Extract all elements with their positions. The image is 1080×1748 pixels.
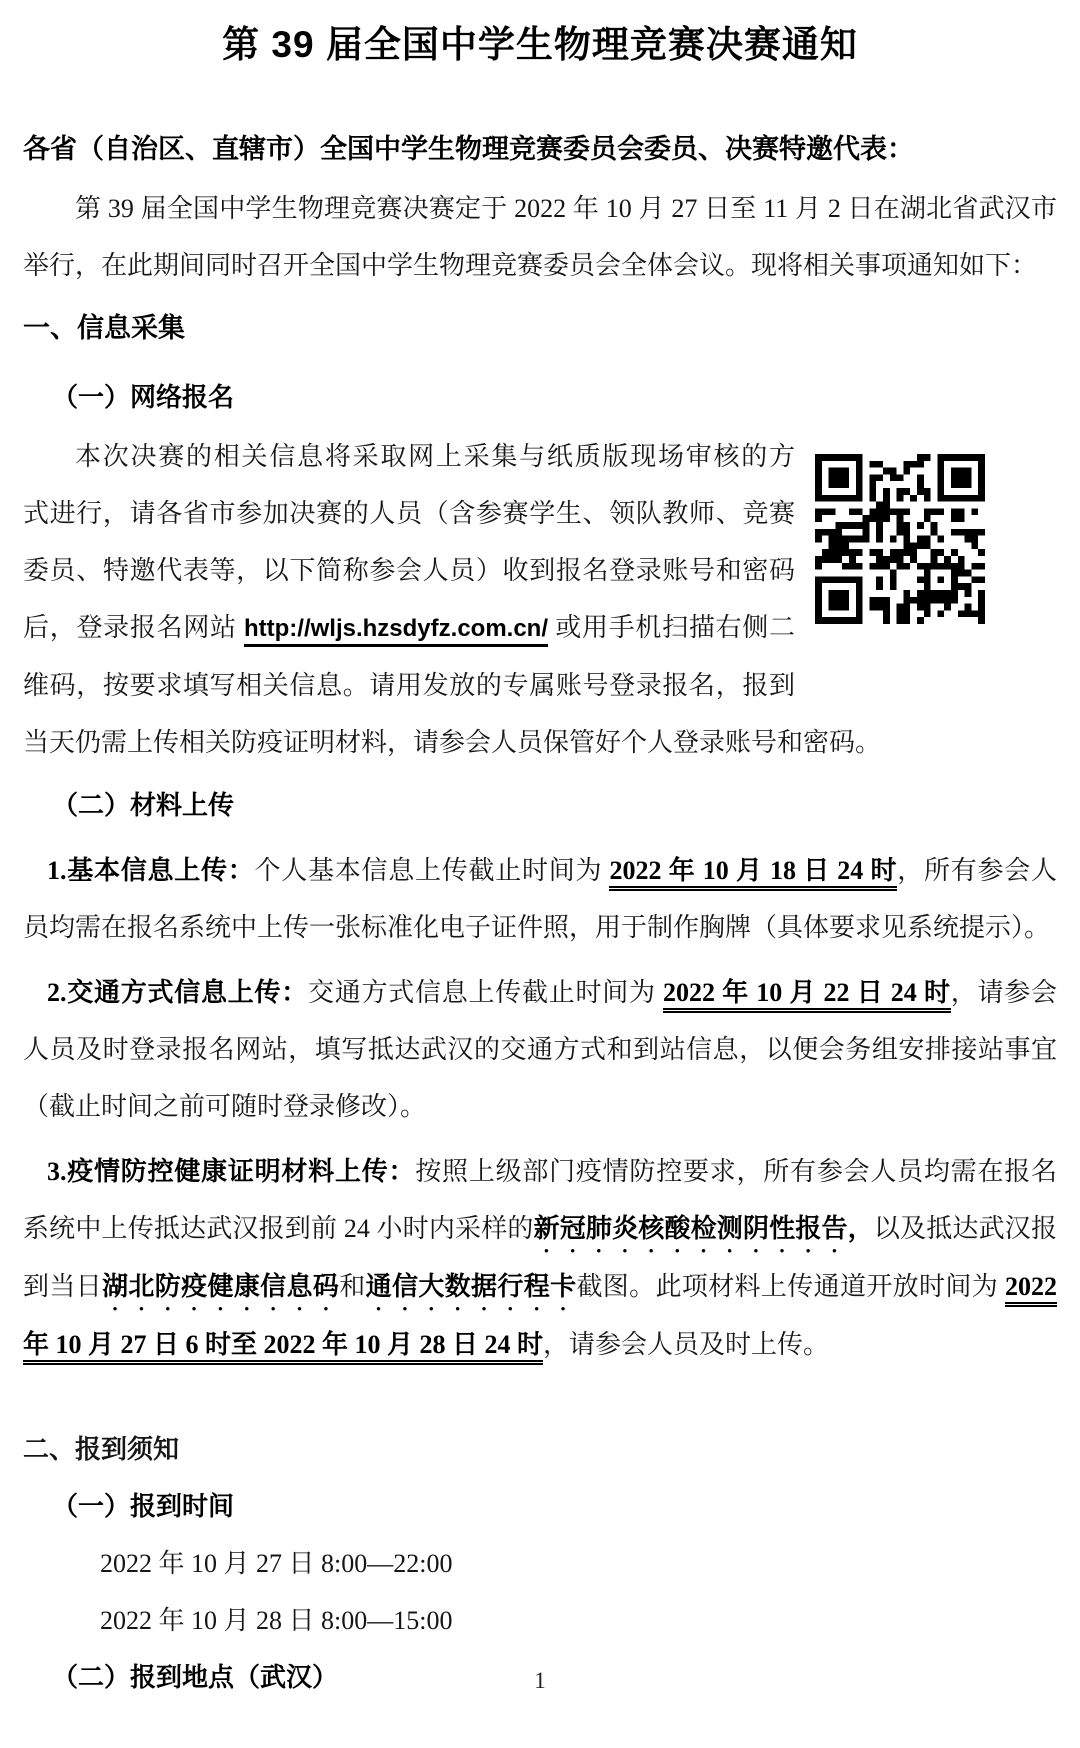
text-line bbox=[23, 599, 795, 657]
text-line bbox=[23, 1078, 1057, 1135]
text-run: （截止时间之前可随时登录修改）。 bbox=[23, 1092, 427, 1121]
text-run: 截图。此项材料上传通道开放时间为 bbox=[576, 1272, 1005, 1301]
heading-text: 一、信息采集 bbox=[23, 313, 185, 343]
text-run: 第 39 届全国中学生物理竞赛决赛定于 2022 年 10 月 27 日至 11 月 2 日在湖北省武汉市 bbox=[75, 194, 1057, 223]
para bbox=[23, 964, 1057, 1135]
registration-url[interactable]: http://wljs.hzsdyfz.com.cn/ bbox=[244, 615, 548, 647]
text-run: 按照上级部门疫情防控要求，所有参会人员均需在报名 bbox=[415, 1157, 1057, 1186]
qr-code bbox=[815, 454, 985, 624]
text-line bbox=[23, 428, 795, 485]
bold-label: 3.疫情防控健康证明材料上传： bbox=[47, 1157, 416, 1186]
text-line bbox=[23, 842, 1057, 899]
text-line bbox=[23, 237, 1057, 294]
para bbox=[23, 842, 1057, 956]
heading-text: （二）报到地点（武汉） bbox=[52, 1662, 339, 1692]
text-run: 到当日 bbox=[23, 1272, 103, 1301]
text-line bbox=[23, 714, 1057, 771]
text-line bbox=[23, 777, 1057, 834]
para-narrow bbox=[23, 428, 1057, 771]
text-run: 以及抵达武汉报 bbox=[873, 1214, 1057, 1243]
text-run: 和 bbox=[339, 1272, 366, 1301]
text-line bbox=[23, 1592, 1057, 1649]
heading-text: 二、报到须知 bbox=[23, 1435, 180, 1464]
text-line bbox=[23, 657, 795, 714]
deadline-emphasis: 2022 年 10 月 18 日 24 时 bbox=[609, 856, 897, 891]
text-line bbox=[23, 1535, 1057, 1592]
text-run: ，请参会 bbox=[950, 978, 1057, 1007]
page-number: 1 bbox=[534, 1668, 546, 1693]
text-run: 当天仍需上传相关防疫证明材料，请参会人员保管好个人登录账号和密码。 bbox=[23, 728, 882, 757]
h2 bbox=[23, 777, 1057, 834]
text-line bbox=[23, 1421, 1057, 1478]
text-run: 维码，按要求填写相关信息。请用发放的专属账号登录报名，报到 bbox=[23, 671, 795, 700]
heading-text: （一）报到时间 bbox=[52, 1491, 235, 1521]
text-line bbox=[23, 180, 1057, 237]
dotted-emphasis: 湖北防疫健康信息码 bbox=[102, 1272, 340, 1301]
time bbox=[23, 1592, 1057, 1649]
text-line bbox=[23, 1478, 1057, 1535]
bold-label: ， bbox=[847, 1214, 874, 1243]
text-run: 后，登录报名网站 bbox=[23, 613, 244, 642]
text-run: 本次决赛的相关信息将采取网上采集与纸质版现场审核的方 bbox=[75, 442, 795, 471]
h1-spaced bbox=[23, 1421, 1057, 1478]
text-run: 2022 年 10 月 27 日 8:00—22:00 bbox=[100, 1549, 453, 1578]
text-run: 个人基本信息上传截止时间为 bbox=[254, 856, 610, 885]
text-line bbox=[23, 1143, 1057, 1200]
bold-label: 2.交通方式信息上传： bbox=[47, 978, 308, 1007]
text-run: 交通方式信息上传截止时间为 bbox=[307, 978, 663, 1007]
page-title: 第 39 届全国中学生物理竞赛决赛通知 bbox=[222, 24, 858, 65]
text-line bbox=[23, 964, 1057, 1021]
h2 bbox=[23, 369, 1057, 426]
deadline-emphasis: 2022 bbox=[1005, 1272, 1057, 1307]
h1 bbox=[23, 300, 1057, 357]
text-run: ，请参会人员及时上传。 bbox=[543, 1330, 830, 1359]
text-run: 委员、特邀代表等，以下简称参会人员）收到报名登录账号和密码 bbox=[23, 556, 795, 585]
deadline-emphasis: 年 10 月 27 日 6 时至 2022 年 10 月 28 日 24 时 bbox=[23, 1330, 543, 1365]
text-run: ，所有参会人 bbox=[897, 856, 1057, 885]
text-run: 人员及时登录报名网站，填写抵达武汉的交通方式和到站信息，以便会务组安排接站事宜 bbox=[23, 1035, 1057, 1064]
text-run: 员均需在报名系统中上传一张标准化电子证件照，用于制作胸牌（具体要求见系统提示）。 bbox=[23, 913, 1051, 942]
text-line bbox=[23, 369, 1057, 426]
text-line bbox=[23, 1316, 1057, 1373]
dotted-emphasis: 通信大数据行程卡 bbox=[365, 1272, 577, 1301]
para bbox=[23, 180, 1057, 294]
text-line bbox=[23, 1258, 1057, 1316]
dotted-emphasis: 新冠肺炎核酸检测阴性报告 bbox=[533, 1214, 848, 1243]
text-run: 式进行，请各省市参加决赛的人员（含参赛学生、领队教师、竞赛 bbox=[23, 499, 795, 528]
h2 bbox=[23, 1478, 1057, 1535]
text-run: 或用手机扫描右侧二 bbox=[548, 613, 795, 642]
text-run: 系统中上传抵达武汉报到前 24 小时内采样的 bbox=[23, 1214, 534, 1243]
bold-label: 1.基本信息上传： bbox=[47, 856, 255, 885]
deadline-emphasis: 2022 年 10 月 22 日 24 时 bbox=[663, 978, 951, 1013]
text-line bbox=[23, 1021, 1057, 1078]
text-line bbox=[23, 542, 795, 599]
document-page bbox=[0, 20, 1080, 1748]
heading-text: 各省（自治区、直辖市）全国中学生物理竞赛委员会委员、决赛特邀代表： bbox=[23, 134, 914, 164]
time bbox=[23, 1535, 1057, 1592]
heading-text: （二）材料上传 bbox=[52, 790, 235, 820]
document-body bbox=[23, 126, 1057, 1706]
para bbox=[23, 1143, 1057, 1373]
text-run: 举行，在此期间同时召开全国中学生物理竞赛委员会全体会议。现将相关事项通知如下： bbox=[23, 251, 1038, 280]
text-line bbox=[23, 899, 1057, 956]
text-line bbox=[23, 1200, 1057, 1258]
text-run: 2022 年 10 月 28 日 8:00—15:00 bbox=[100, 1606, 453, 1635]
salutation bbox=[23, 126, 1057, 172]
text-line bbox=[23, 485, 795, 542]
text-line bbox=[23, 300, 1057, 357]
text-line bbox=[23, 126, 1057, 172]
heading-text: （一）网络报名 bbox=[52, 382, 235, 412]
